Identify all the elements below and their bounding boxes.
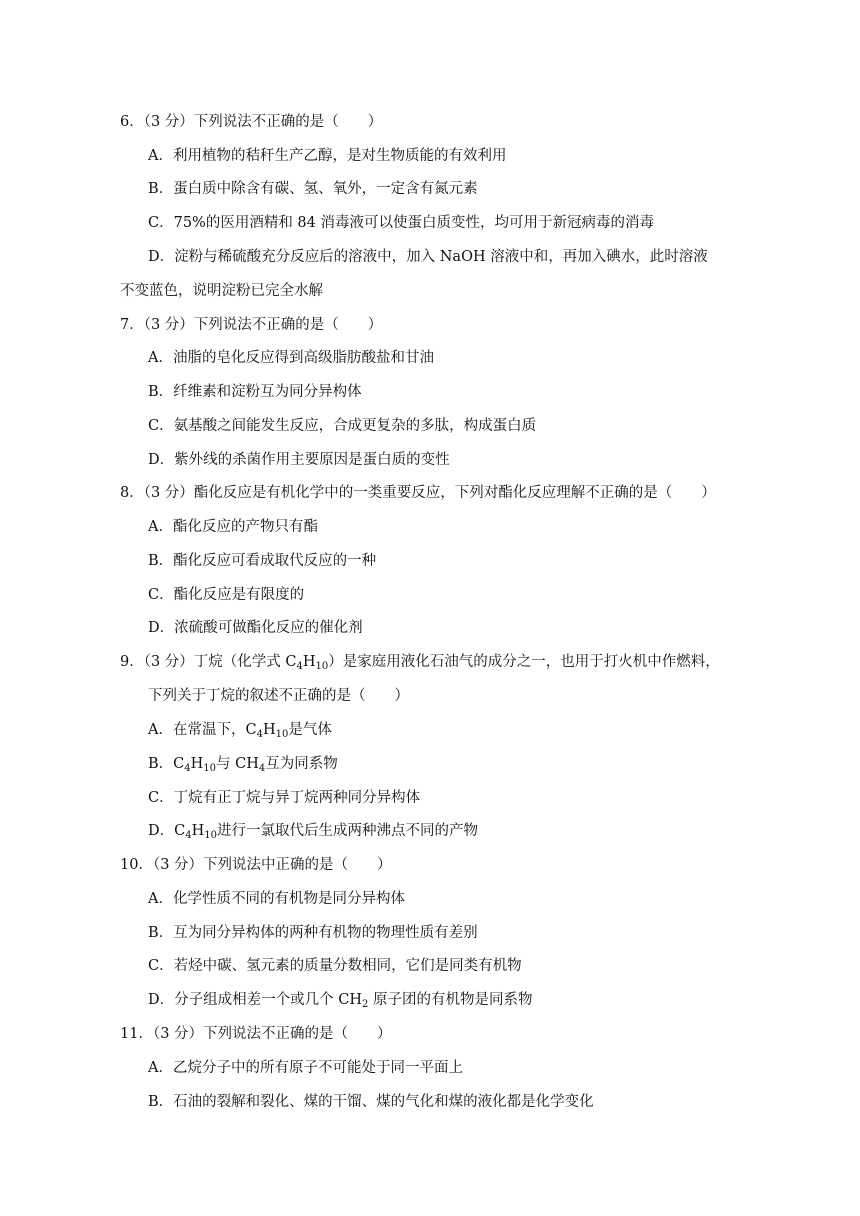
question-9-option-a: A．在常温下，$C_4H_{10}$是气体 [148,722,332,740]
question-7-option-b: B．纤维素和淀粉互为同分异构体 [148,384,362,400]
question-8-option-d: D．浓硫酸可做酯化反应的催化剂 [148,620,363,636]
question-7-stem: 7．（3 分）下列说法不正确的是（ ） [120,317,383,333]
question-9-stem: 9．（3 分）丁烷（化学式 $C_4H_{10}$）是家庭用液化石油气的成分之一，也用于打火机中作燃料， [120,654,720,672]
question-6-option-d: D．淀粉与稀硫酸充分反应后的溶液中，加入 NaOH 溶液中和，再加入碘水，此时溶液 [148,249,708,265]
question-10-option-a: A．化学性质不同的有机物是同分异构体 [148,891,405,907]
question-8-option-b: B．酯化反应可看成取代反应的一种 [148,553,377,569]
question-7-option-c: C．氨基酸之间能发生反应，合成更复杂的多肽，构成蛋白质 [148,418,537,434]
question-9-option-c: C．丁烷有正丁烷与异丁烷两种同分异构体 [148,790,421,806]
question-8-stem: 8．（3 分）酯化反应是有机化学中的一类重要反应，下列对酯化反应理解不正确的是（ ） [120,485,716,501]
question-11-option-a: A．乙烷分子中的所有原子不可能处于同一平面上 [148,1060,463,1076]
question-9-stem-line-2: 下列关于丁烷的叙述不正确的是（ ） [148,688,409,704]
question-6-stem: 6．（3 分）下列说法不正确的是（ ） [120,114,383,130]
question-6-option-b: B．蛋白质中除含有碳、氢、氧外，一定含有氮元素 [148,181,478,197]
question-9-option-b: B．$C_4H_{10}$与 $CH_4$互为同系物 [148,756,338,774]
question-6-option-d-continued: 不变蓝色，说明淀粉已完全水解 [120,283,323,299]
question-7-option-a: A．油脂的皂化反应得到高级脂肪酸盐和甘油 [148,350,434,366]
question-8-option-a: A．酯化反应的产物只有酯 [148,519,318,535]
question-6-option-c: C．75%的医用酒精和 84 消毒液可以使蛋白质变性，均可用于新冠病毒的消毒 [148,215,654,231]
question-10-stem: 10．（3 分）下列说法中正确的是（ ） [120,857,392,873]
question-7-option-d: D．紫外线的杀菌作用主要原因是蛋白质的变性 [148,452,450,468]
question-10-option-d: D．分子组成相差一个或几个 $CH_2$ 原子团的有机物是同系物 [148,992,533,1010]
question-6-option-a: A．利用植物的秸秆生产乙醇，是对生物质能的有效利用 [148,148,507,164]
question-10-option-c: C．若烃中碳、氢元素的质量分数相同，它们是同类有机物 [148,958,522,974]
question-10-option-b: B．互为同分异构体的两种有机物的物理性质有差别 [148,925,478,941]
question-11-option-b: B．石油的裂解和裂化、煤的干馏、煤的气化和煤的液化都是化学变化 [148,1094,594,1110]
question-8-option-c: C．酯化反应是有限度的 [148,587,305,603]
question-11-stem: 11．（3 分）下列说法不正确的是（ ） [120,1026,392,1042]
question-9-option-d: D．$C_4H_{10}$进行一氯取代后生成两种沸点不同的产物 [148,823,478,841]
